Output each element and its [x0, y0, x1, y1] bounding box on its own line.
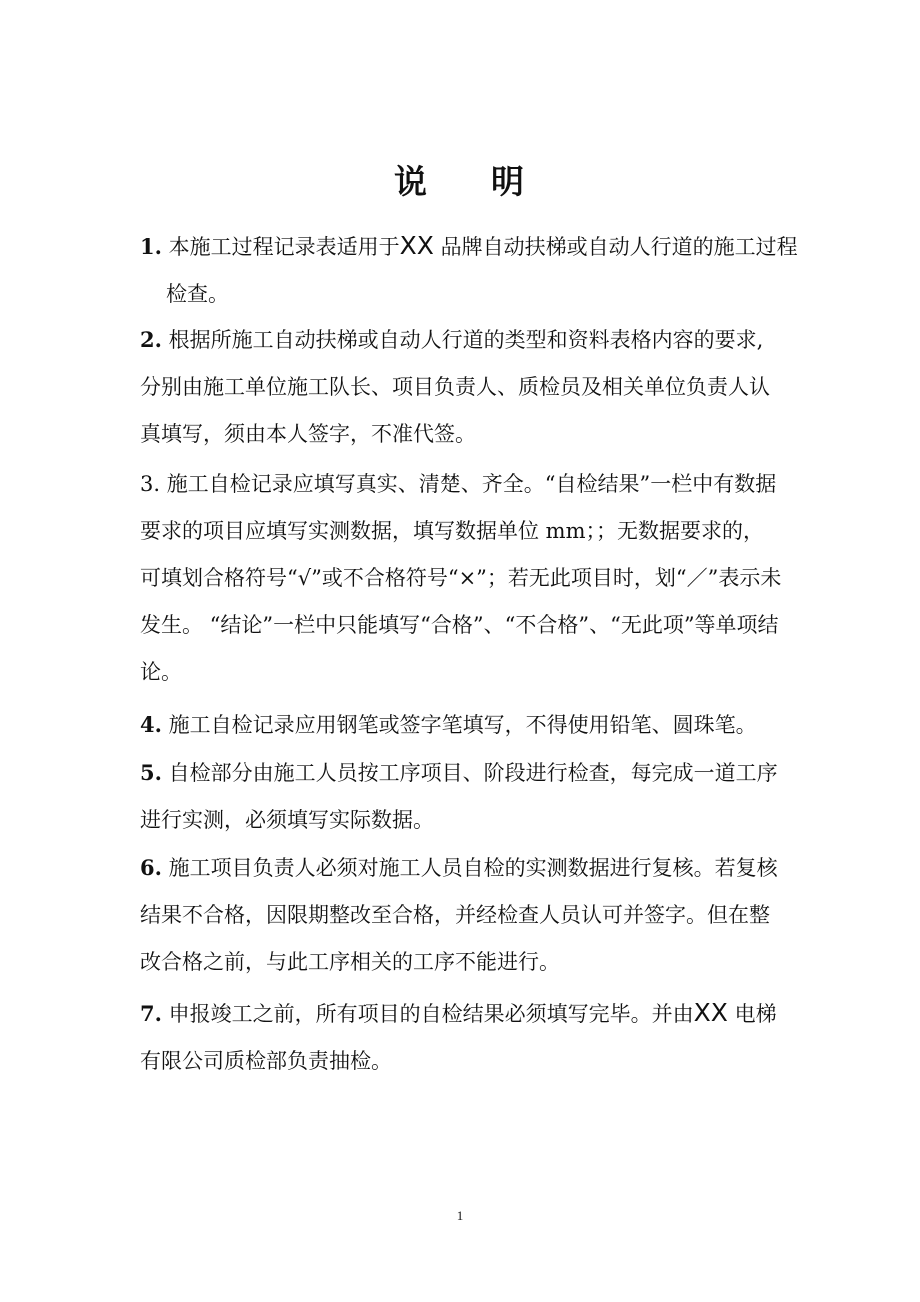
instruction-item-4 [140, 701, 782, 749]
item-number: 2. [140, 327, 162, 352]
page-number: 1 [456, 1208, 464, 1223]
title-char-2: 明 [491, 162, 526, 201]
instruction-item-7 [140, 989, 782, 1085]
item-text-pre: 申报竣工之前，所有项目的自检结果必须填写完毕。并由 [168, 1002, 694, 1026]
item-text: 施工自检记录应用钢笔或签字笔填写，不得使用铅笔、圆珠笔。 [168, 713, 757, 737]
item-text-post: 电梯有限公司质检部负责抽检。 [140, 1002, 777, 1073]
instruction-item-6 [140, 844, 782, 986]
item-text: 根据所施工自动扶梯或自动人行道的类型和资料表格内容的要求,分别由施工单位施工队长、项目负责人、质检员及相关单位负责人认真填写，须由本人签字，不准代签。 [140, 328, 770, 446]
brand-placeholder: XX [693, 998, 728, 1027]
item-number: 1. [140, 234, 162, 259]
item-text-pre: 本施工过程记录表适用于 [168, 235, 400, 259]
item-number: 6. [140, 855, 162, 880]
item-text: 施工项目负责人必须对施工人员自检的实测数据进行复核。若复核结果不合格，因限期整改至合格，并经检查人员认可并签字。但在整改合格之前，与此工序相关的工序不能进行。 [140, 856, 778, 974]
item-text: 施工自检记录应填写真实、清楚、齐全。“自检结果”一栏中有数据要求的项目应填写实测数据，填写数据单位 mm；；无数据要求的，可填划合格符号“√”或不合格符号“×”；若无此项目时，划“／”表示未发生。 “结论”一栏中只能填写“合格”、“不合格”、“无此项”等单项结论。 [140, 472, 782, 684]
title-char-1: 说 [394, 162, 429, 201]
item-text: 自检部分由施工人员按工序项目、阶段进行检查，每完成一道工序进行实测，必须填写实际数据。 [140, 761, 778, 832]
instruction-item-3 [140, 461, 782, 696]
brand-placeholder: XX [399, 231, 434, 260]
instruction-item-2 [140, 316, 782, 458]
item-text-post: 品牌自动扶梯或自动人行道的施工过程检查。 [166, 235, 798, 306]
item-number: 4. [140, 712, 162, 737]
instruction-item-5 [140, 749, 782, 844]
instruction-item-1 [140, 222, 808, 318]
item-number: 7. [140, 1001, 162, 1026]
item-number: 3. [140, 472, 161, 496]
page-title [0, 156, 920, 203]
item-number: 5. [140, 760, 162, 785]
